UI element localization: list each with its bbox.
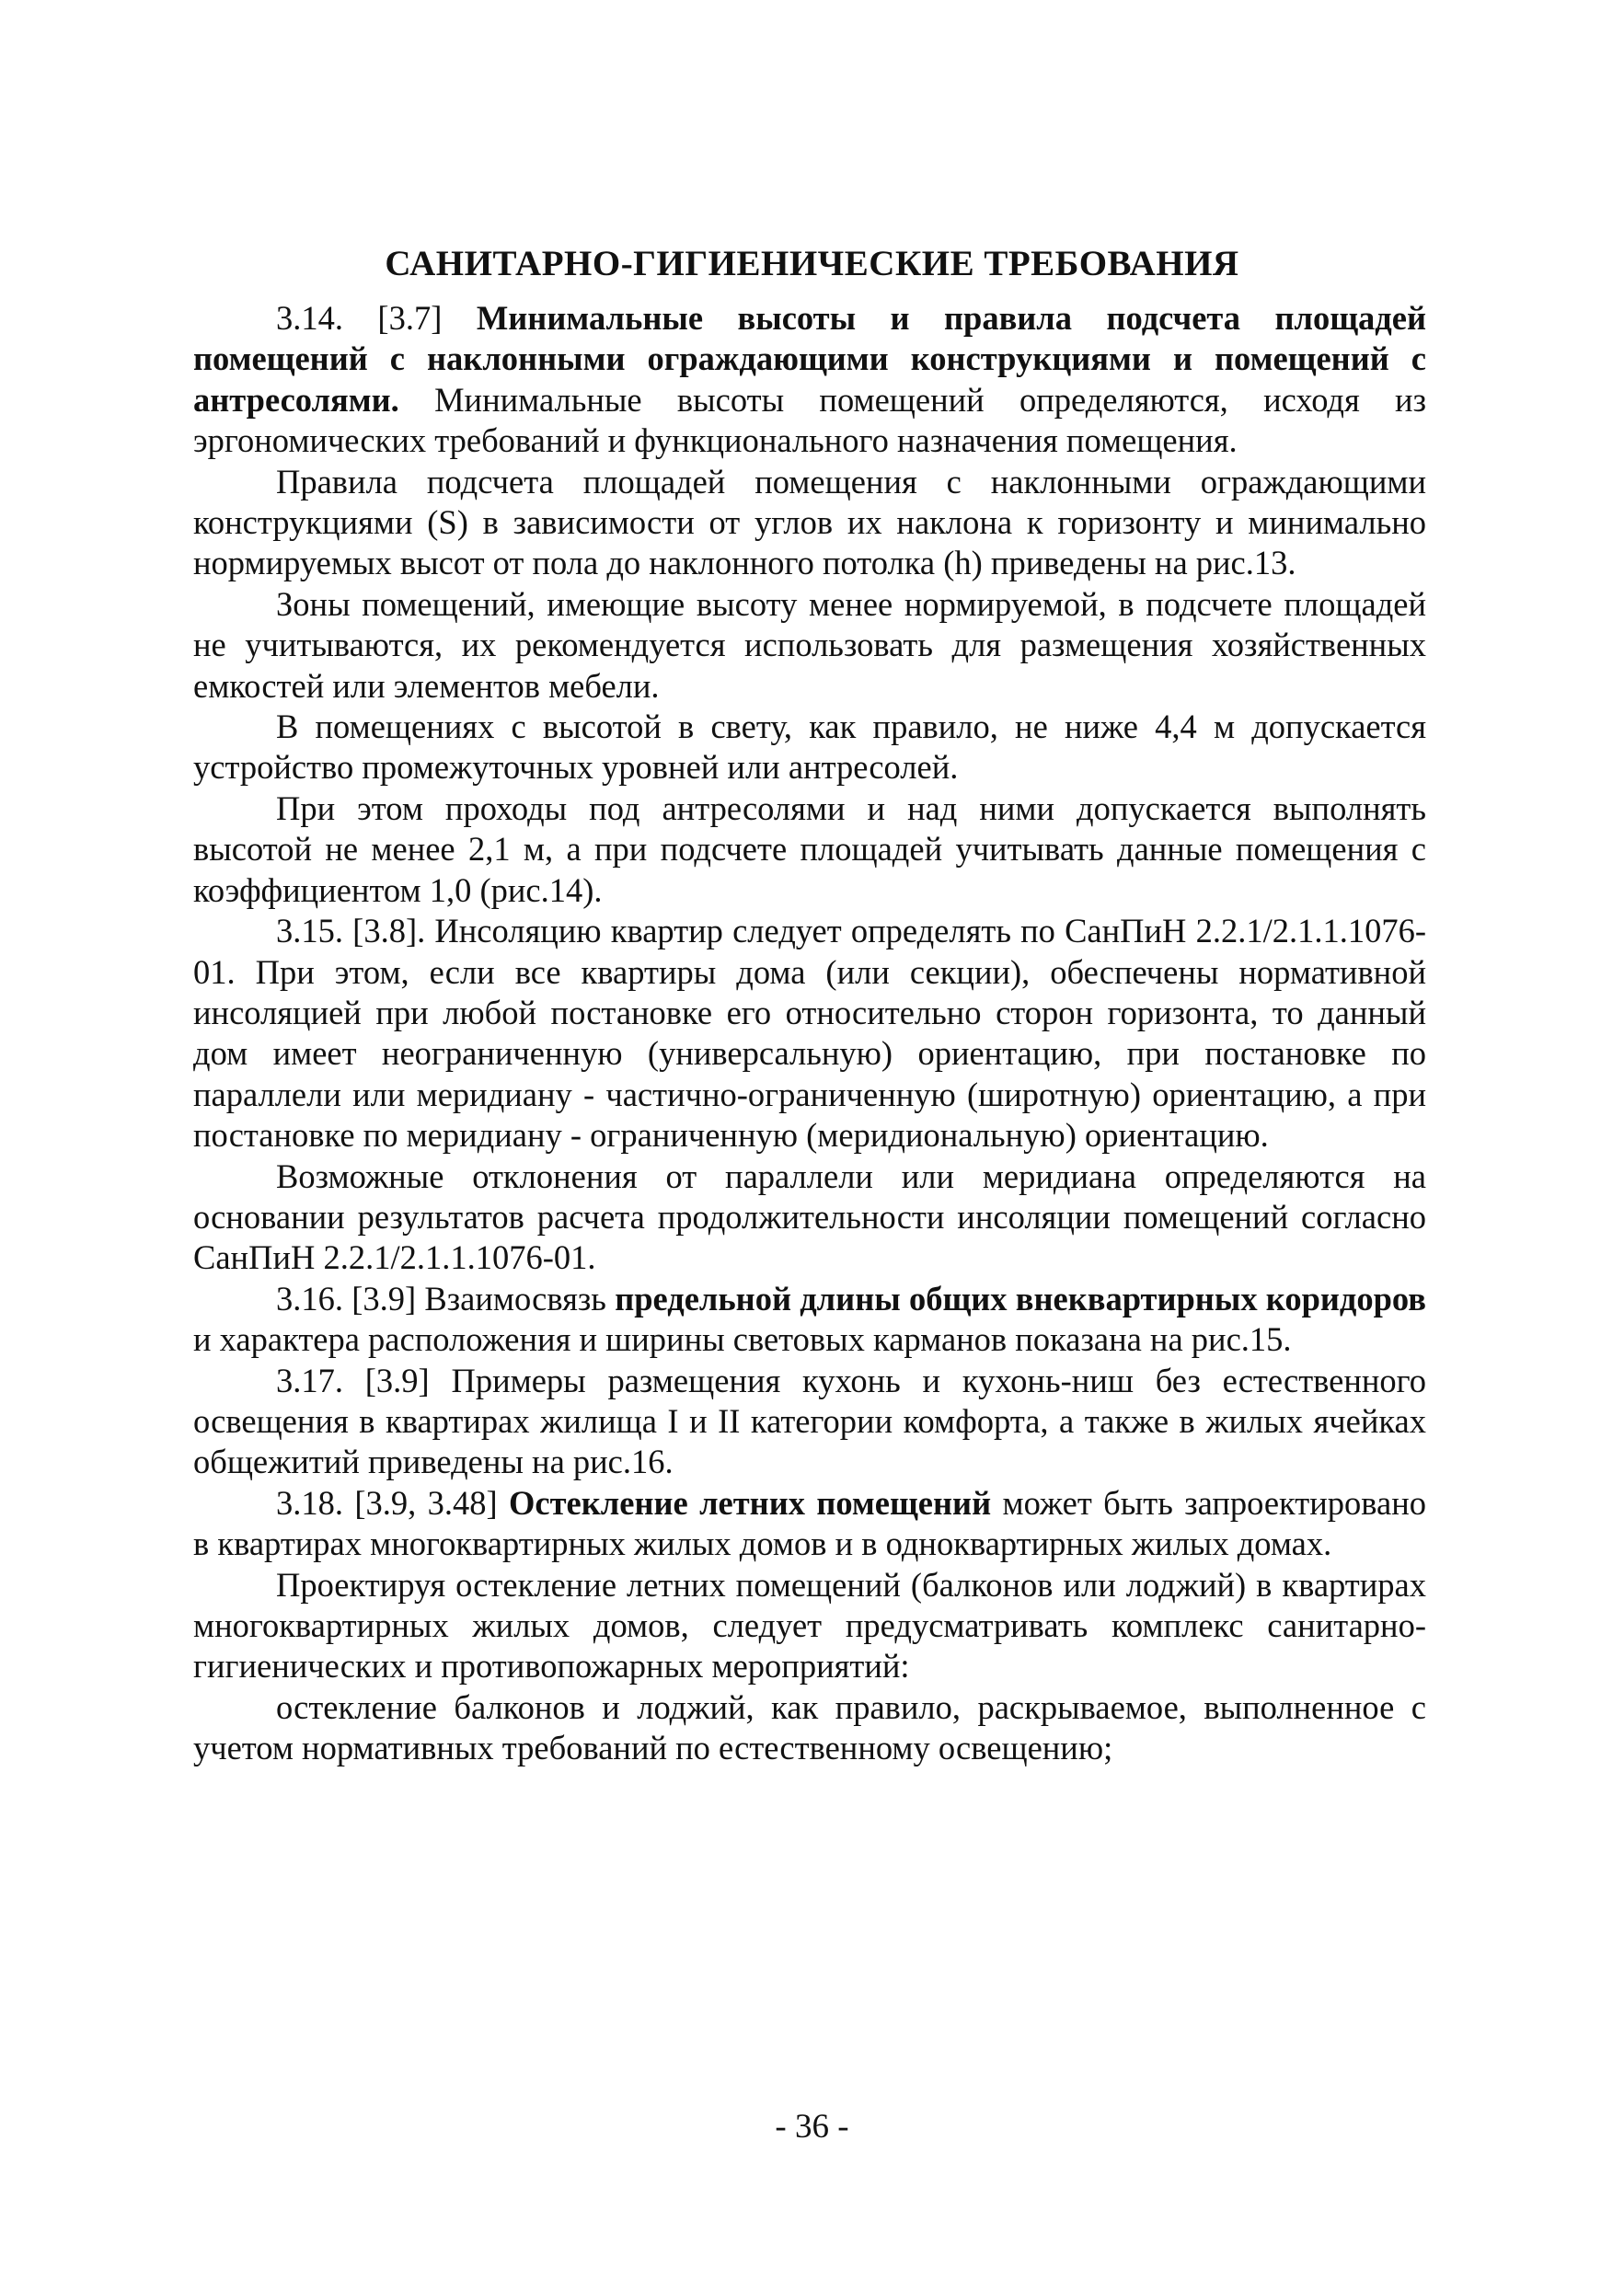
- paragraph-3-16: [193, 1279, 1426, 1361]
- section-heading: САНИТАРНО-ГИГИЕНИЧЕСКИЕ ТРЕБОВАНИЯ: [385, 244, 1239, 283]
- paragraph: В помещениях с высотой в свету, как правило, не ниже 4,4 м допускается устройство промежуточных уровней или антресолей.: [193, 708, 1426, 787]
- paragraph: Зоны помещений, имеющие высоту менее нормируемой, в подсчете площадей не учитываются, их рекомендуется использовать для размещения хозяйственных емкостей или элементов мебели.: [193, 584, 1426, 705]
- paragraph-text: 3.14. [3.7]: [276, 299, 477, 337]
- paragraph: Правила подсчета площадей помещения с наклонными ограждающими конструкциями (S) в зависимости от углов их наклона к горизонту и минимально нормируемых высот от пола до наклонного потолка (h) приведены на рис.13.: [193, 462, 1426, 582]
- paragraph-text: может быть запроектировано в квартирах многоквартирных жилых домов и в одноквартирных жилых домах.: [193, 1483, 1426, 1563]
- paragraph-bold-text: Минимальные высоты и правила подсчета площадей помещений с наклонными ограждающими конструкциями и помещений с антресолями.: [193, 299, 1426, 419]
- paragraph-3-18: [193, 1483, 1426, 1565]
- paragraph-text: и характера расположения и ширины световых карманов показана на рис.15.: [193, 1320, 1292, 1359]
- paragraph: остекление балконов и лоджий, как правило, раскрываемое, выполненное с учетом нормативных требований по естественному освещению;: [193, 1687, 1426, 1767]
- paragraph-text: 3.16. [3.9] Взаимосвязь: [276, 1279, 616, 1318]
- paragraph-text: 3.18. [3.9, 3.48]: [276, 1483, 510, 1522]
- paragraph-3-14: [193, 298, 1426, 462]
- paragraph-text: Минимальные высоты помещений определяются, исходя из эргономических требований и функционального назначения помещения.: [193, 380, 1426, 460]
- paragraph-3-15: 3.15. [3.8]. Инсоляцию квартир следует определять по СанПиН 2.2.1/2.1.1.1076-01. При этом, если все квартиры дома (или секции), обеспечены нормативной инсоляцией при любой постановке его относительно сторон горизонта, то данный дом имеет неограниченную (универсальную) ориентацию, при постановке по параллели или меридиану - частично-ограниченную (широтную) ориентацию, а при постановке по меридиану - ограниченную (меридиональную) ориентацию.: [193, 912, 1426, 1155]
- paragraph: При этом проходы под антресолями и над ними допускается выполнять высотой не менее 2,1 м, а при подсчете площадей учитывать данные помещения с коэффициентом 1,0 (рис.14).: [193, 788, 1426, 909]
- paragraph-3-17: 3.17. [3.9] Примеры размещения кухонь и кухонь-ниш без естественного освещения в квартирах жилища I и II категории комфорта, а также в жилых ячейках общежитий приведены на рис.16.: [193, 1361, 1426, 1481]
- paragraph: Проектируя остекление летних помещений (балконов или лоджий) в квартирах многоквартирных жилых домов, следует предусматривать комплекс санитарно-гигиенических и противопожарных мероприятий:: [193, 1565, 1426, 1686]
- paragraph-bold-text: предельной длины общих внеквартирных коридоров: [615, 1279, 1426, 1318]
- paragraph-bold-text: Остекление летних помещений: [509, 1483, 992, 1522]
- paragraph: Возможные отклонения от параллели или меридиана определяются на основании результатов расчета продолжительности инсоляции помещений согласно СанПиН 2.2.1/2.1.1.1076-01.: [193, 1157, 1426, 1277]
- document-body: [193, 298, 1426, 1769]
- page-number: - 36 -: [775, 2108, 849, 2146]
